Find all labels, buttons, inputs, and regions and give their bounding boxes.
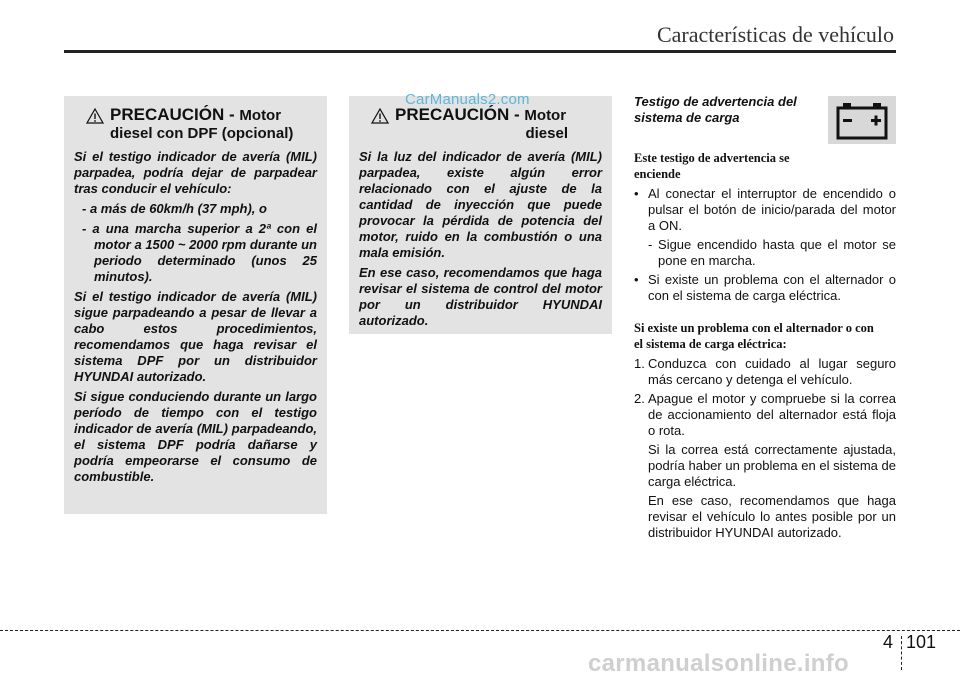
caution-paragraph: Si sigue conduciendo durante un largo período de tiempo con el testigo indicador de avería (MIL) parpadeando, el sistema DPF podría dañarse y podría empeorarse el consumo de combustible.	[74, 389, 317, 484]
subheading-problem: Si existe un problema con el alternador o con el sistema de carga eléctrica:	[634, 321, 874, 351]
caution-box-diesel-heading	[359, 106, 602, 143]
caution-condition: - a más de 60km/h (37 mph), o	[82, 201, 267, 216]
step-continuation: Si la correa está correctamente ajustada, podría haber un problema en el sistema de carga eléctrica.	[648, 442, 896, 489]
warning-triangle-icon	[86, 108, 104, 124]
list-subitem: - Sigue encendido hasta que el motor se pone en marcha.	[648, 237, 896, 268]
caution-title-small: Motor	[524, 107, 567, 124]
charging-warning-section	[634, 94, 896, 544]
caution-title-line2: diesel	[525, 125, 568, 142]
list-item: • Al conectar el interruptor de encendido o pulsar el botón de inicio/parada del motor a ON.	[634, 186, 896, 233]
subheading-turns-on: Este testigo de advertencia se enciende	[634, 151, 790, 181]
list-item-text: Si existe un problema con el alternador o con el sistema de carga eléctrica.	[648, 272, 896, 303]
caution-paragraph: Si el testigo indicador de avería (MIL) sigue parpadeando a pesar de llevar a cabo estos procedimientos, recomendamos que haga revisar el sistema DPF por un distribuidor HYUNDAI autorizado.	[74, 289, 317, 384]
warning-triangle-icon	[371, 108, 389, 124]
battery-icon	[828, 96, 896, 144]
step-number: 2.	[634, 391, 645, 406]
caution-paragraph: Si el testigo indicador de avería (MIL) parpadea, podría dejar de parpadear tras conducir el vehículo:	[74, 149, 317, 196]
caution-paragraph: Si la luz del indicador de avería (MIL) parpadea, existe algún error relacionado con el ajuste de la cantidad de inyección que puede provocar la pérdida de potencia del motor, ruido en la combustión o una mala emisión.	[359, 149, 602, 260]
footer-divider	[0, 630, 960, 631]
step-continuation: En ese caso, recomendamos que haga revisar el vehículo lo antes posible por un distribuidor HYUNDAI autorizado.	[648, 493, 896, 540]
step-text: Apague el motor y compruebe si la correa de accionamiento del alternador está floja o rota.	[648, 391, 896, 438]
caution-title-small: Motor	[239, 107, 282, 124]
caution-box-dpf-heading	[74, 106, 317, 143]
caution-title-line2: diesel con DPF (opcional)	[110, 125, 294, 142]
caution-box-dpf	[64, 96, 327, 514]
page-number-separator	[901, 636, 902, 670]
step-item	[634, 391, 896, 439]
caution-box-diesel	[349, 96, 612, 334]
section-title: Testigo de advertencia del sistema de carga	[634, 94, 797, 125]
page-number: 101	[906, 632, 937, 652]
page-header-title: Características de vehículo	[656, 22, 894, 47]
step-text: Conduzca con cuidado al lugar seguro más cercano y detenga el vehículo.	[648, 356, 896, 387]
caution-title: PRECAUCIÓN -	[395, 105, 525, 124]
caution-title: PRECAUCIÓN -	[110, 105, 240, 124]
footer-watermark: carmanualsonline.info	[588, 650, 850, 677]
header-divider	[64, 50, 896, 53]
chapter-number: 4	[883, 632, 894, 652]
step-number: 1.	[634, 356, 645, 371]
list-item-text: Al conectar el interruptor de encendido o pulsar el botón de inicio/parada del motor a ON.	[648, 186, 896, 233]
site-watermark: CarManuals2.com	[405, 91, 530, 108]
battery-icon-graphic	[828, 96, 896, 144]
list-item: • Si existe un problema con el alternador o con el sistema de carga eléctrica.	[634, 272, 896, 303]
caution-condition: - a una marcha superior a 2ª con el motor a 1500 ~ 2000 rpm durante un periodo determinado (unos 25 minutos).	[82, 221, 317, 284]
step-item	[634, 356, 896, 388]
caution-paragraph: En ese caso, recomendamos que haga revisar el sistema de control del motor por un distribuidor HYUNDAI autorizado.	[359, 265, 602, 328]
